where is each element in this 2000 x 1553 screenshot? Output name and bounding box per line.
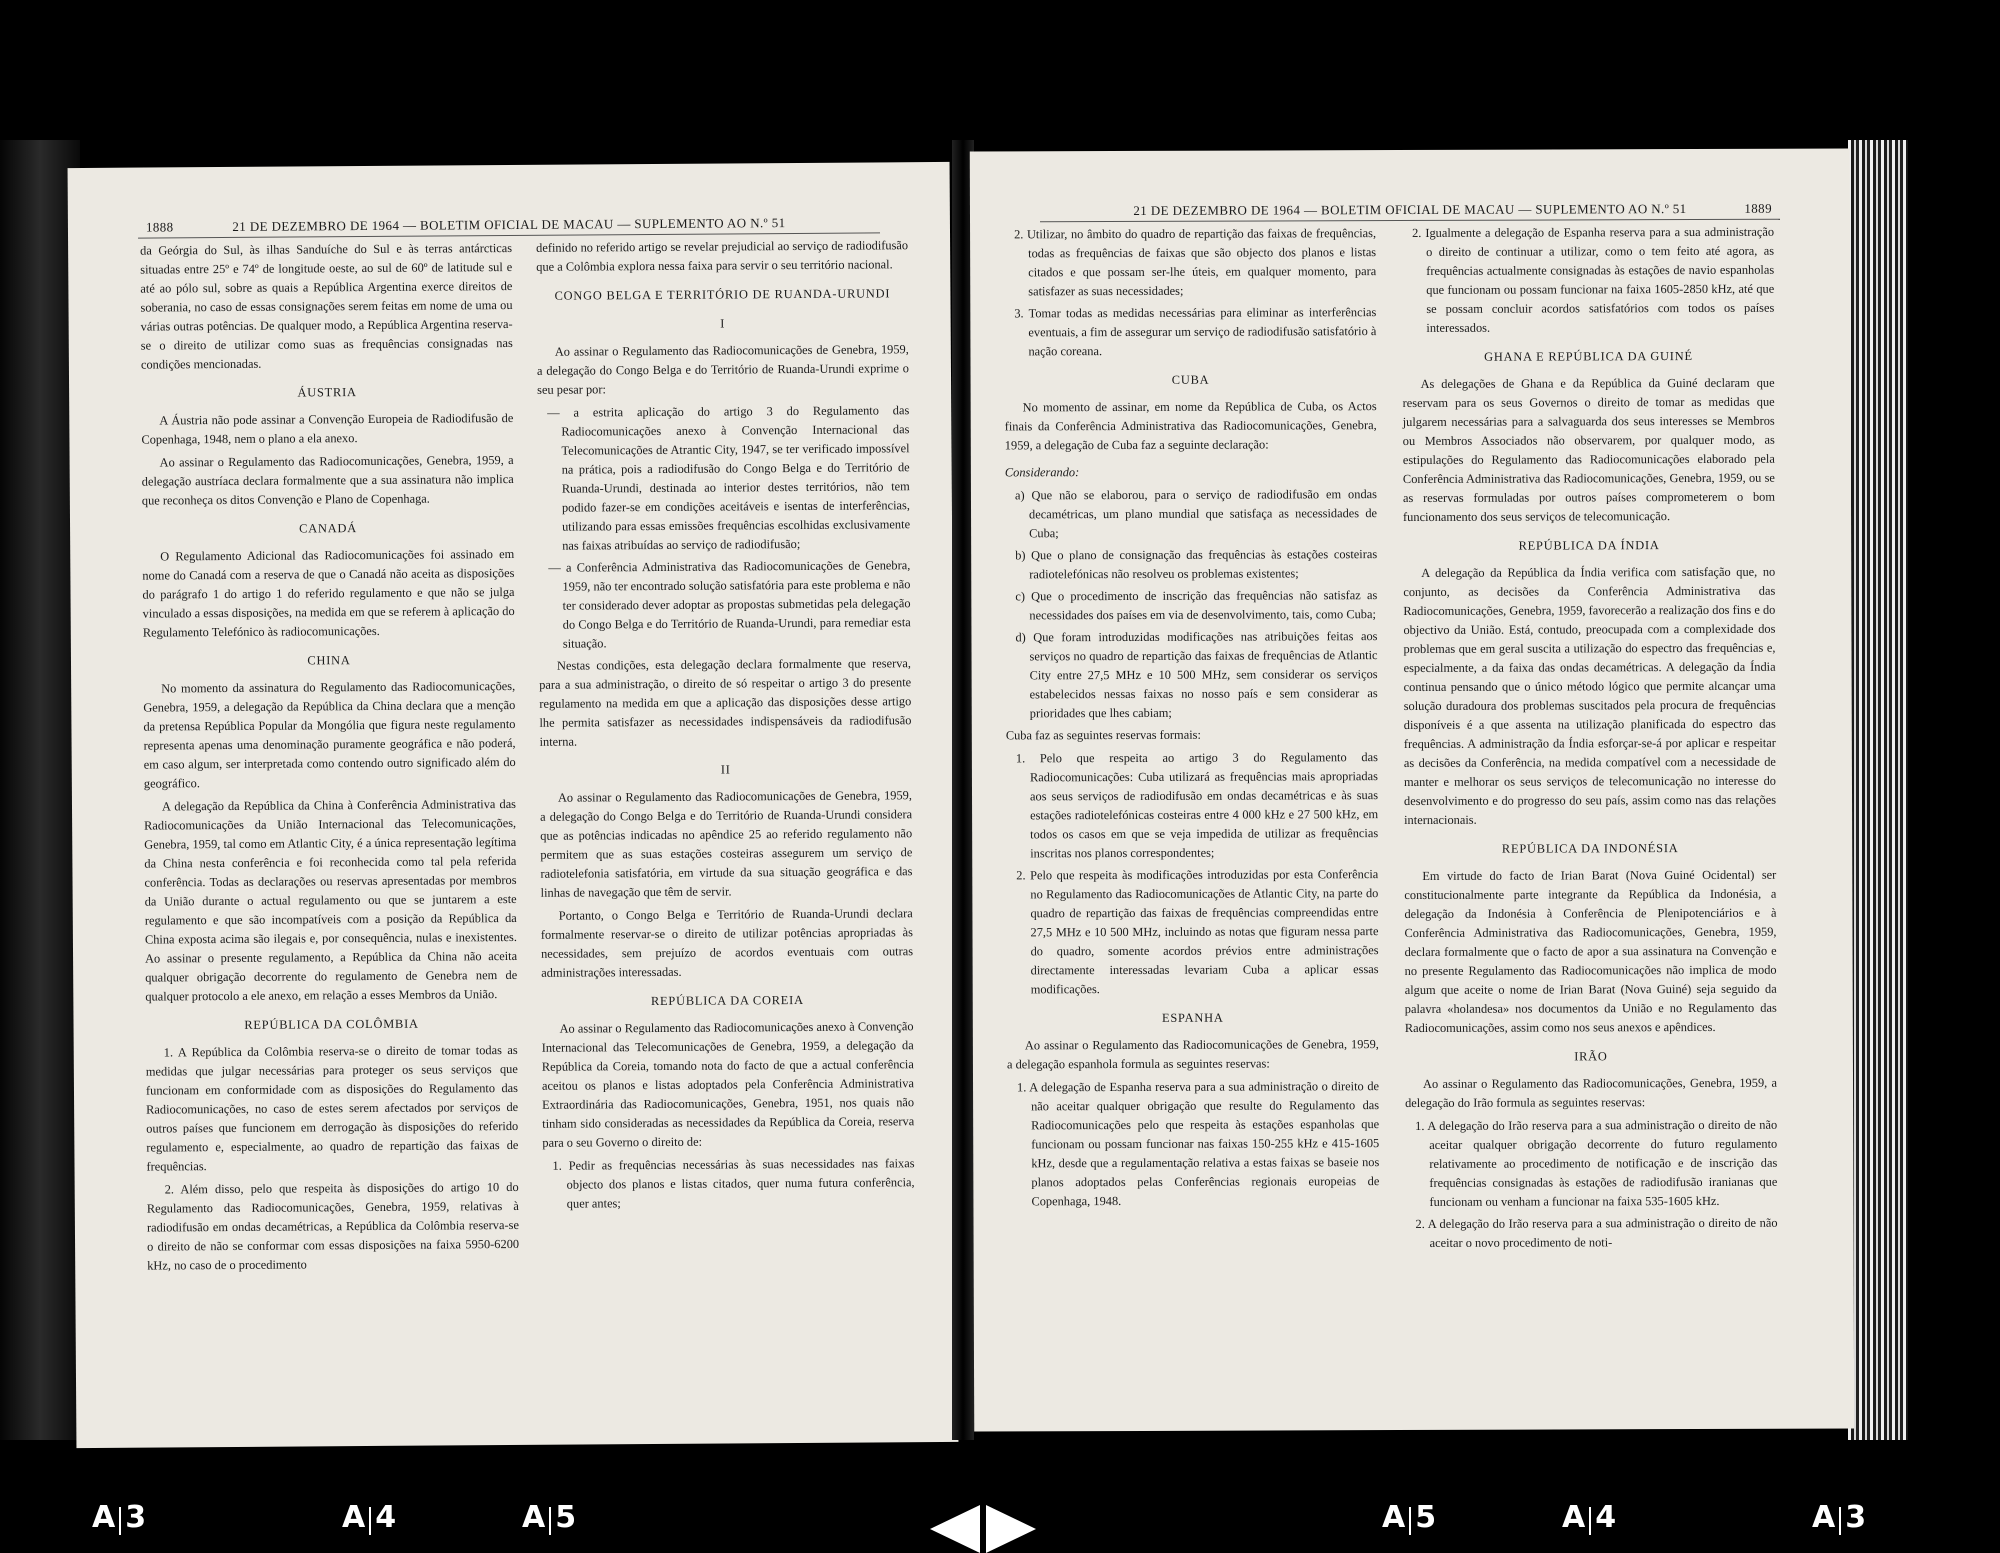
paragraph: Ao assinar o Regulamento das Radiocomunicações de Genebra, 1959, a delegação do Congo Belga e do Território de Ruanda-Urundi considera que as potências indicadas no apêndice 25 ao referido regulamento não permitem que as suas estações costeiras assegurem um serviço de radiotelefonia satisfatória, em virtude da sua situação geográfica e das linhas de navegação que têm de servir. xyxy=(540,788,913,900)
section-heading: REPÚBLICA DA ÍNDIA xyxy=(1518,538,1660,553)
film-marker: A 5 xyxy=(522,1500,577,1535)
section-heading: REPÚBLICA DA INDONÉSIA xyxy=(1501,841,1679,856)
list-item: 2. Pelo que respeita às modificações introduzidas por esta Conferência no Regulamento das Radiocomunicações de Atlantic City, na parte do quadro de repartição das faixas de frequências compreendidas entre 27,5 MHz e 10 500 MHz, incluindo as notas que figuram nessa parte do quadro, somente acordos prévios entre administrações directamente interessadas levariam Cuba a aplicar essas modificações. xyxy=(1016,867,1379,997)
list-item: 1. A delegação de Espanha reserva para a sua administração o direito de não aceitar qualquer obrigação que resulte do Regulamento das Radiocomunicações pelo que respeita às estações espanholas que funcionam ou possam funcionar nas faixas 150-255 kHz e 415-1605 kHz, desde que a regulamentação relativa a estas faixas se baseie nos planos adoptados pelas Conferências regionais europeias de Copenhaga, 1948. xyxy=(1017,1079,1380,1209)
paragraph: Em virtude do facto de Irian Barat (Nova Guiné Ocidental) ser constitucionalmente parte integrante da República da Indonésia, a delegação da Indonésia à Conferência de Plenipotenciários e à Conferência Administrativa das Radiocomunicações, Genebra, 1959, declara formalmente que o facto de apor a sua assinatura na Convenção e no presente Regulamento das Radiocomunicações não implica de modo algum que aceite o nome de Irian Barat (Nova Guiné) seja seguido da palavra «holandesa» nos documentos da União e no Regulamento das Radiocomunicações, assim como nos seus anexos e apêndices. xyxy=(1404,867,1777,1036)
paragraph: da Geórgia do Sul, às ilhas Sanduíche do Sul e às terras antárcticas situadas entre 25º e 74º de longitude oeste, ao sul de 60º de latitude sul e até ao pólo sul, sobre as quais a República Argentina exerce direitos de soberania, no caso de essas consignações serem feitas em nome de uma ou várias outras potências. De qualquer modo, a República Argentina reserva-se o direito de utilizar como suas as frequências consignadas nas condições mencionadas. xyxy=(140,240,513,372)
section-heading: I xyxy=(720,316,726,331)
section-heading: CHINA xyxy=(307,653,351,668)
section-heading: II xyxy=(720,762,731,777)
right-column-2 xyxy=(1402,223,1778,1256)
paragraph: Ao assinar o Regulamento das Radiocomunicações anexo à Convenção Internacional das Telecomunicações de Genebra, 1959, a delegação da República da Coreia, tomando nota do facto de que a actual conferência aceitou os planos e listas adoptados pela Conferência Administrativa Extraordinária das Radiocomunicações, Genebra, 1951, nos quais não tinham sido consideradas as necessidades da República da Coreia, reserva para o seu Governo o direito de: xyxy=(541,1019,915,1150)
list-item: 1. A delegação do Irão reserva para a sua administração o direito de não aceitar qualquer obrigação decorrente do futuro regulamento relativamente ao procedimento de notificação e de inscrição das frequências consignadas às estações de radiodifusão iranianas que funcionam ou venham a funcionar na faixa 535-1605 kHz. xyxy=(1415,1117,1778,1209)
running-title: 21 DE DEZEMBRO DE 1964 — BOLETIM OFICIAL DE MACAU — SUPLEMENTO AO N.º 51 xyxy=(232,215,786,234)
section-heading: CUBA xyxy=(1171,372,1210,387)
list-item: 2. Utilizar, no âmbito do quadro de repartição das faixas de frequências, todas as frequências de faixas que são objecto dos planos e listas citados e que possam ser-lhe úteis, em qualquer momento, para satisfazer as suas necessidades; xyxy=(1014,226,1377,299)
film-marker: A 4 xyxy=(342,1500,397,1535)
film-marker: A 4 xyxy=(1562,1500,1617,1535)
left-column-2 xyxy=(536,236,915,1217)
section-heading: ÁUSTRIA xyxy=(297,385,357,400)
paragraph: As delegações de Ghana e da República da Guiné declaram que reservam para os seus Governos o direito de tomar as medidas que julgarem necessárias para a salvaguarda dos seus interesses se Membros ou Membros Associados não observarem, por qualquer modo, as estipulações do Regulamento das Radiocomunicações elaborado pela Conferência Administrativa das Radiocomunicações, Genebra, 1959, ou se as reservas formuladas por outros países comprometerem o bom funcionamento dos seus serviços de telecomunicação. xyxy=(1402,375,1776,525)
paragraph: Ao assinar o Regulamento das Radiocomunicações de Genebra, 1959, a delegação do Congo Belga e do Território de Ruanda-Urundi exprime o seu pesar por: xyxy=(536,342,910,397)
paragraph: 1. A República da Colômbia reserva-se o direito de tomar todas as medidas que julgar necessárias para proteger os seus serviços que funcionam em conformidade com as disposições do Regulamento das Radiocomunicações, no caso de estes serem afectados por serviços de outros países que funcionem em derrogação às disposições do referido regulamento e, especialmente, ao quadro de repartição das faixas de frequências. xyxy=(145,1042,519,1174)
paragraph: No momento de assinar, em nome da República de Cuba, os Actos finais da Conferência Administrativa das Radiocomunicações, Genebra, 1959, a delegação de Cuba faz a seguinte declaração: xyxy=(1004,399,1377,453)
list-item: c) Que o procedimento de inscrição das frequências não satisfaz as necessidades dos países em via de desenvolvimento, tais, como Cuba; xyxy=(1015,588,1378,623)
section-heading: GHANA E REPÚBLICA DA GUINÉ xyxy=(1484,349,1693,364)
paragraph: A delegação da República da China à Conferência Administrativa das Radiocomunicações da União Internacional das Telecomunicações, Genebra, 1959, tal como em Atlantic City, é a única representação legítima da China nesta conferência e foi reconhecida como tal pela referida conferência. Todas as declarações ou reservas apresentadas por membros da União durante o actual regulamento ou que se juntarem a este regulamento e que são incompatíveis com a posição da República da China exposta acima são ilegais e, por consequência, nulas e inexistentes. Ao assinar o presente regulamento, a República da China não aceita qualquer obrigação decorrente do regulamento de Genebra nem de qualquer protocolo a ele anexo, em relação a esses Membros da União. xyxy=(144,796,518,1004)
page-number: 1889 xyxy=(1744,200,1772,216)
list-item: 1. Pelo que respeita ao artigo 3 do Regulamento das Radiocomunicações: Cuba utilizará as frequências mais apropriadas aos seus serviços de radiodifusão em ondas decamétricas e às suas estações radiotelefónicas costeiras entre 4 000 kHz e 27 500 kHz, em todos os casos em que se veja impedida de utilizar as frequências inscritas nos planos correspondentes; xyxy=(1015,750,1379,861)
running-title: 21 DE DEZEMBRO DE 1964 — BOLETIM OFICIAL DE MACAU — SUPLEMENTO AO N.º 51 xyxy=(1133,201,1687,218)
list-item: 3. Tomar todas as medidas necessárias para eliminar as interferências eventuais, a fim de assegurar um serviço de radiodifusão satisfatório à nação coreana. xyxy=(1014,305,1377,359)
section-heading: CANADÁ xyxy=(299,521,358,536)
paragraph: Nestas condições, esta delegação declara formalmente que reserva, para a sua administração, o direito de só respeitar o artigo 3 do presente regulamento na medida em que a aplicação das disposições desse artigo lhe permita satisfazer as necessidades indispensáveis da radiodifusão interna. xyxy=(539,656,912,749)
paragraph: O Regulamento Adicional das Radiocomunicações foi assinado em nome do Canadá com a reserva de que o Canadá não aceita as disposições do parágrafo 1 do artigo 1 do referido regulamento e que não se julga vinculado a essas disposições, na medida em que se referem à aplicação do Regulamento Telefónico às radiocomunicações. xyxy=(142,546,515,640)
paragraph: Cuba faz as seguintes reservas formais: xyxy=(1005,727,1201,743)
film-arrow-left-icon xyxy=(930,1505,980,1553)
right-page xyxy=(970,148,1854,1431)
paragraph: Portanto, o Congo Belga e Território de Ruanda-Urundi declara formalmente reservar-se o direito de utilizar potências apropriadas às necessidades, sem prejuízo de acordos eventuais com outras administrações interessadas. xyxy=(540,906,914,980)
list-item: 2. A delegação do Irão reserva para a sua administração o direito de não aceitar o novo procedimento de noti- xyxy=(1415,1215,1778,1250)
list-item: — a estrita aplicação do artigo 3 do Regulamento das Radiocomunicações anexo à Convenção Internacional das Telecomunicações de Atrantic City, 1947, se ter verificado impossível na prática, pois a radiodifusão do Congo Belga e do Território de Ruanda-Urundi, destinada ao interior destes territórios, não tem podido fazer-se em condições aceitáveis e isentas de interferências, utilizando para essas emissões frequências escolhidas exclusivamente nas faixas atribuídas ao serviço de radiodifusão; xyxy=(547,403,911,553)
film-marker: A 5 xyxy=(1382,1500,1437,1535)
paragraph: Ao assinar o Regulamento das Radiocomunicações, Genebra, 1959, a delegação do Irão formula as seguintes reservas: xyxy=(1405,1075,1778,1111)
section-heading: CONGO BELGA E TERRITÓRIO DE RUANDA-URUNDI xyxy=(554,286,891,303)
list-item: a) Que não se elaborou, para o serviço de radiodifusão em ondas decamétricas, um plano mundial que satisfaça as necessidades de Cuba; xyxy=(1014,487,1378,541)
film-marker: A 3 xyxy=(1812,1500,1867,1535)
paragraph: A delegação da República da Índia verifica com satisfação que, no conjunto, as decisões da Conferência Administrativa das Radiocomunicações, Genebra, 1959, favorecerão a realização dos fins e do objectivo da União. Está, contudo, preocupada com a complexidade dos problemas que em geral suscita a utilização do espectro das frequências e, especialmente, a da faixa das ondas decamétricas. A delegação da Índia continua pensando que o único método lógico que permite alcançar uma solução duradoura dos problemas suscitados pela procura de frequências disponíveis é a que assenta na utilização planificada do espectro das frequências. A administração da Índia esforçar-se-á por aplicar e respeitar as decisões da Conferência, na medida compatível com a necessidade de manter e melhorar os seus serviços de telecomunicação no interesse do desenvolvimento e do progresso do seu país, assim como nas das relações internacionais. xyxy=(1403,564,1777,828)
section-heading: REPÚBLICA DA COREIA xyxy=(650,992,804,1009)
list-item: 2. Igualmente a delegação de Espanha reserva para a sua administração o direito de continuar a utilizar, como o tem feito até agora, as frequências actualmente consignadas às estações de navio espanholas que funcionam ou possam funcionar na faixa 1605-2850 kHz, até que se possam concluir acordos satisfatórios com todos os países interessados. xyxy=(1412,224,1775,335)
list-item: b) Que o plano de consignação das frequências às estações costeiras radiotelefónicas não resolveu os problemas existentes; xyxy=(1015,547,1378,582)
paragraph: Ao assinar o Regulamento das Radiocomunicações, Genebra, 1959, a delegação austríaca declara formalmente que a sua assinatura não implica que reconheça os ditos Convenção e Plano de Copenhaga. xyxy=(141,452,514,508)
left-page xyxy=(68,162,959,1448)
film-arrow-right-icon xyxy=(986,1505,1036,1553)
list-item: d) Que foram introduzidas modificações nas atribuições feitas aos serviços no quadro de repartição das faixas de frequências de Atlantic City entre 27,5 MHz e 10 500 MHz, sem considerar os serviços estabelecidos nessas faixas no nosso país e sem considerar as prioridades que lhes cabiam; xyxy=(1015,629,1378,721)
list-item: 1. Pedir as frequências necessárias às suas necessidades nas faixas objecto dos planos e listas citados, quer numa futura conferência, quer antes; xyxy=(552,1156,915,1211)
paragraph: definido no referido artigo se revelar prejudicial ao serviço de radiodifusão que a Colômbia explora nessa faixa para servir o seu território nacional. xyxy=(536,238,909,274)
page-number: 1888 xyxy=(145,219,174,235)
paragraph: No momento da assinatura do Regulamento das Radiocomunicações, Genebra, 1959, a delegação da República da China declara que a menção da pretensa República Popular da Mongólia que figura neste regulamento representa apenas uma denominação puramente geográfica e não poderá, em caso algum, ser interpretada como contendo outro significado além do geográfico. xyxy=(143,678,516,791)
book-page-edges xyxy=(1848,140,1908,1440)
list-item: — a Conferência Administrativa das Radiocomunicações de Genebra, 1959, não ter encontrado solução satisfatória para este problema e não ter considerado dever adoptar as propostas submetidas pela delegação do Congo Belga e do Território de Ruanda-Urundi, para remediar esta situação. xyxy=(548,558,911,651)
film-marker: A 3 xyxy=(92,1500,147,1535)
section-heading: REPÚBLICA DA COLÔMBIA xyxy=(244,1016,419,1032)
considerando-label: Considerando: xyxy=(1004,465,1080,480)
right-column-1 xyxy=(1004,224,1379,1214)
paragraph: 2. Além disso, pelo que respeita às disposições do artigo 10 do Regulamento das Radiocomunicações, Genebra, 1959, relativas à radiodifusão em ondas decamétricas, a República da Colômbia reserva-se o direito de não se conformar com essas disposições na faixa 5950-6200 kHz, no caso de o procedimento xyxy=(146,1179,520,1273)
left-column-1 xyxy=(140,239,519,1280)
paragraph: A Áustria não pode assinar a Convenção Europeia de Radiodifusão de Copenhaga, 1948, nem o plano a ela anexo. xyxy=(141,410,514,447)
section-heading: ESPANHA xyxy=(1161,1010,1224,1025)
section-heading: IRÃO xyxy=(1574,1049,1608,1064)
paragraph: Ao assinar o Regulamento das Radiocomunicações de Genebra, 1959, a delegação espanhola formula as seguintes reservas: xyxy=(1006,1037,1379,1072)
